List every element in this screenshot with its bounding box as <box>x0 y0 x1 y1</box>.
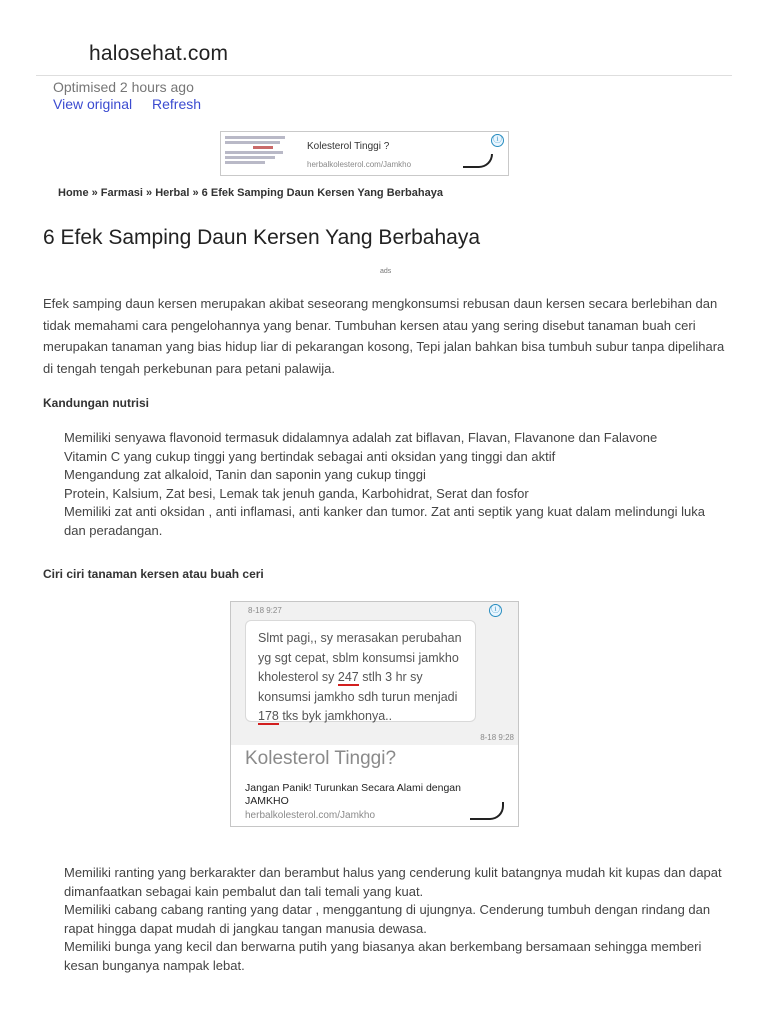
chat-timestamp: 8-18 9:28 <box>480 733 514 742</box>
site-header <box>0 0 768 76</box>
page-title: 6 Efek Samping Daun Kersen Yang Berbahaya <box>43 226 481 249</box>
list-item: Memiliki bunga yang kecil dan berwarna putih yang biasanya akan berkembang bersamaan sehingga memberi kesan bunganya nampak lebat. <box>64 939 702 973</box>
chat-text: tks byk jamkhonya.. <box>278 709 393 723</box>
mid-ad-title[interactable]: Kolesterol Tinggi? <box>245 748 397 769</box>
mid-ad-url[interactable]: herbalkolesterol.com/Jamkho <box>245 810 376 821</box>
chat-highlight-before: 247 <box>337 670 359 684</box>
list-item: Memiliki cabang cabang ranting yang datar , menggantung di ujungnya. Cenderung tumbuh dengan rindang dan rapat hingga dapat mudah di jangkau tangan manusia dewasa. <box>64 902 711 936</box>
mid-ad-description[interactable]: Jangan Panik! Turunkan Secara Alami dengan JAMKHO <box>245 782 461 807</box>
optimised-timestamp: Optimised 2 hours ago <box>53 79 194 95</box>
ad-arrow-icon[interactable] <box>470 802 504 820</box>
nutrition-list <box>64 429 726 540</box>
ad-info-icon[interactable]: ⓘ <box>492 135 502 145</box>
chat-timestamp: 8-18 9:27 <box>248 606 282 615</box>
nutrition-heading: Kandungan nutrisi <box>43 396 149 410</box>
features-list <box>64 864 726 975</box>
chat-text: stlh 3 hr sy konsumsi jamkho sdh turun menjadi <box>258 670 458 704</box>
list-item: Protein, Kalsium, Zat besi, Lemak tak jenuh ganda, Karbohidrat, Serat dan fosfor <box>64 485 529 501</box>
ad-chat-screenshot <box>231 602 518 745</box>
features-heading: Ciri ciri tanaman kersen atau buah ceri <box>43 567 264 581</box>
ad-info-icon[interactable]: ⓘ <box>490 605 500 615</box>
chat-bubble <box>245 620 476 722</box>
breadcrumb[interactable]: Home » Farmasi » Herbal » 6 Efek Samping Daun Kersen Yang Berbahaya <box>58 187 443 199</box>
view-original-link[interactable]: View original <box>53 96 133 112</box>
banner-ad-thumbnail <box>225 134 293 173</box>
refresh-link[interactable]: Refresh <box>152 96 202 112</box>
header-divider <box>36 75 732 76</box>
site-title[interactable]: halosehat.com <box>89 42 229 65</box>
ad-arrow-icon[interactable] <box>463 154 493 168</box>
list-item: Memiliki ranting yang berkarakter dan berambut halus yang cenderung kulit batangnya mudah kit kupas dan dapat dimanfaatkan sebagai kain pembalut dan tali temali yang kuat. <box>64 865 722 899</box>
banner-ad[interactable] <box>220 131 509 176</box>
chat-text: Slmt pagi,, sy merasakan perubahan yg sgt cepat, sblm konsumsi jamkho kholesterol sy <box>258 631 462 684</box>
list-item: Memiliki zat anti oksidan , anti inflamasi, anti kanker dan tumor. Zat anti septik yang kuat dalam melindungi luka dan peradangan. <box>64 504 705 538</box>
article-intro: Efek samping daun kersen merupakan akibat seseorang mengkonsumsi rebusan daun kersen secara berlebihan dan tidak memahami cara pengelohannya yang benar. Tumbuhan kersen atau yang sering disebut tanaman buah ceri merupakan tanaman yang bias hidup liar di pekarangan kosong, Tepi jalan bahkan bisa tumbuh subur tanpa dipelihara di tengah tengah perkebunan para petani palawija. <box>43 296 725 376</box>
list-item: Mengandung zat alkaloid, Tanin dan saponin yang cukup tinggi <box>64 467 426 482</box>
mid-ad[interactable] <box>230 601 519 827</box>
meta-links <box>53 96 217 113</box>
list-item: Memiliki senyawa flavonoid termasuk didalamnya adalah zat biflavan, Flavan, Flavanone dan Falavone <box>64 430 658 445</box>
list-item: Vitamin C yang cukup tinggi yang bertindak sebagai anti oksidan yang tinggi dan aktif <box>64 448 556 464</box>
ads-label: ads <box>380 268 392 275</box>
chat-highlight-after: 178 <box>258 709 279 723</box>
banner-ad-url[interactable]: herbalkolesterol.com/Jamkho <box>307 160 412 169</box>
banner-ad-title[interactable]: Kolesterol Tinggi ? <box>307 141 390 152</box>
